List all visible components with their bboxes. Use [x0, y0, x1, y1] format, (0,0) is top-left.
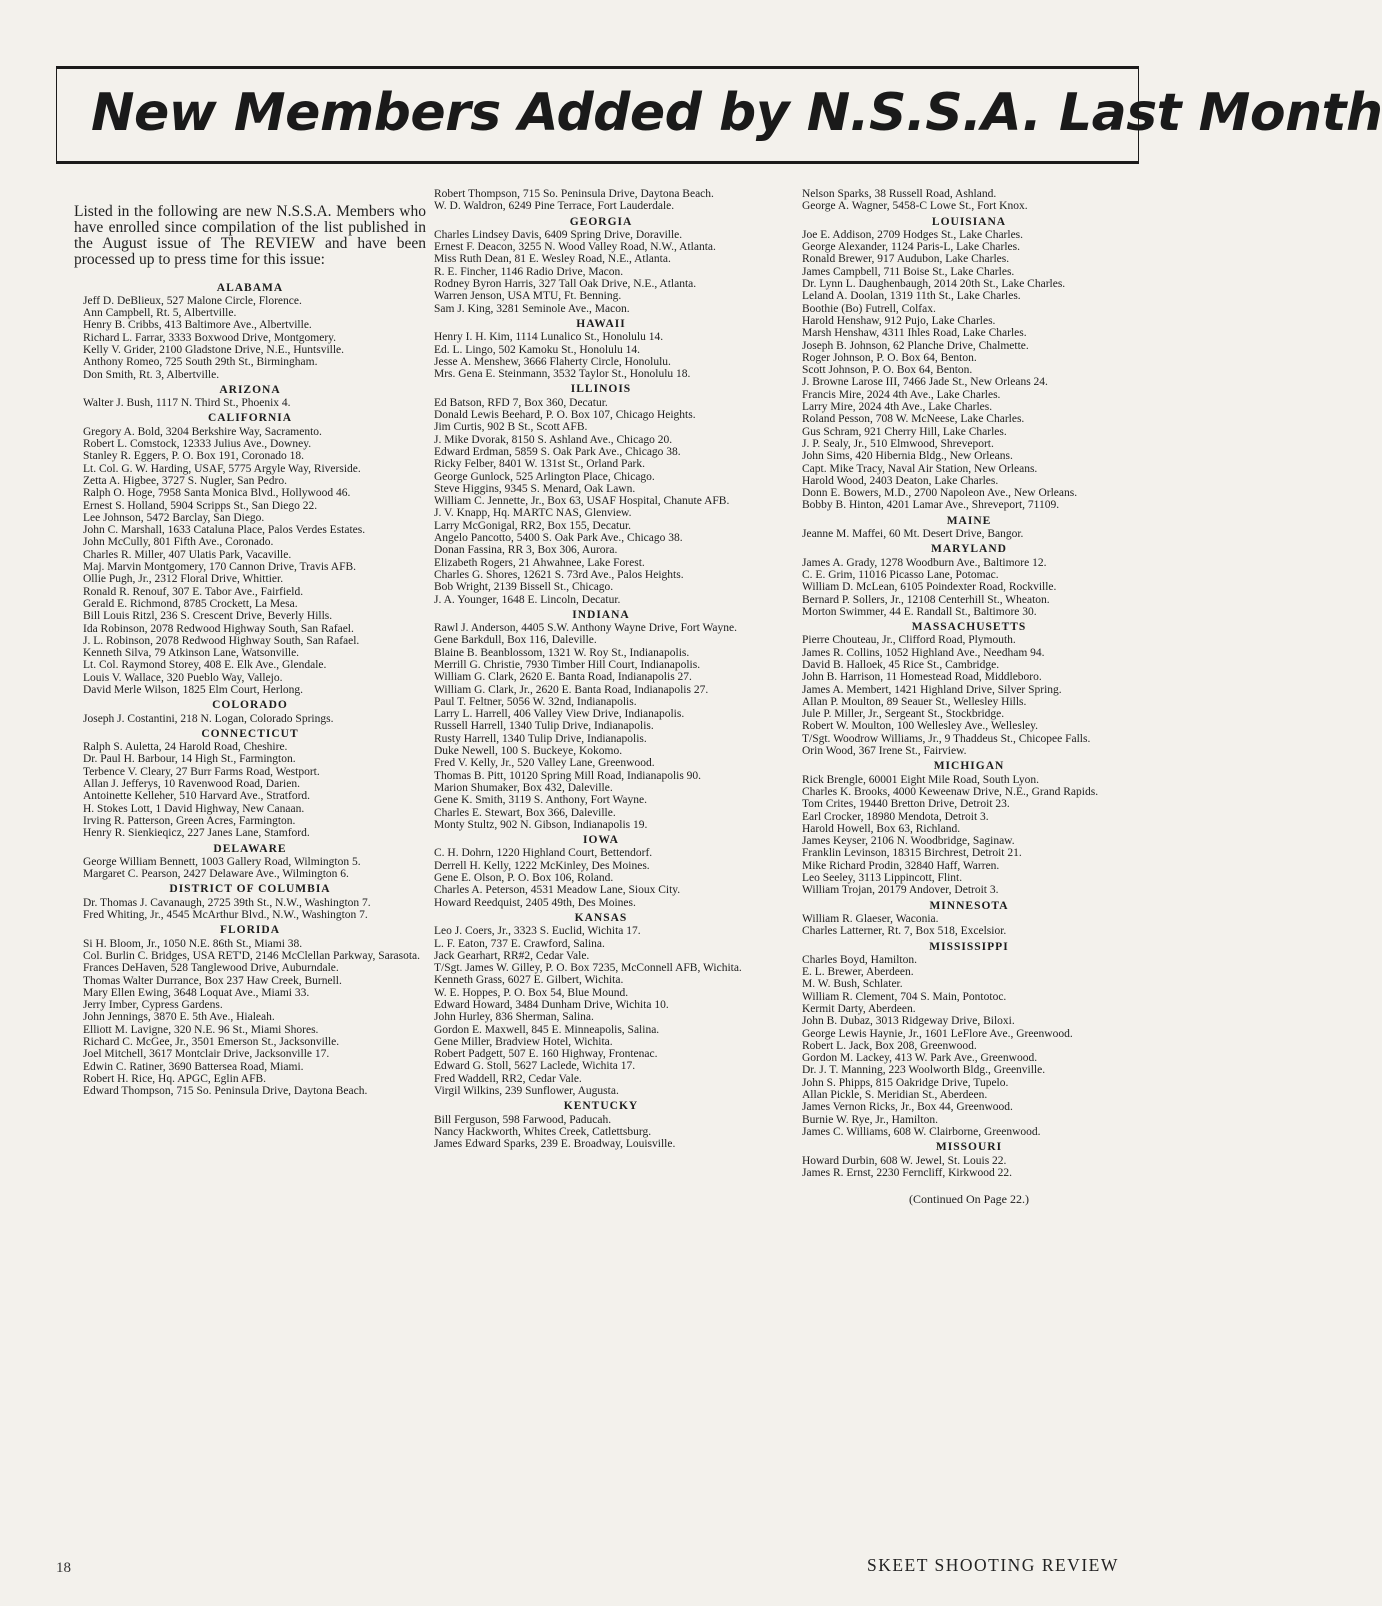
member-entry: Lt. Col. G. W. Harding, USAF, 5775 Argyle Way, Riverside.: [83, 462, 361, 475]
state-heading: MASSACHUSETTS: [911, 621, 1027, 634]
member-entry: Kenneth Silva, 79 Atkinson Lane, Watsonville.: [83, 647, 300, 660]
member-entry: Lee Johnson, 5472 Barclay, San Diego.: [83, 511, 265, 524]
member-entry: William G. Clark, Jr., 2620 E. Banta Road, Indianapolis 27.: [434, 683, 709, 696]
member-entry: William D. McLean, 6105 Poindexter Road, Rockville.: [802, 581, 1057, 594]
member-entry: Irving R. Patterson, Green Acres, Farmington.: [83, 814, 296, 827]
member-entry: Howard Durbin, 608 W. Jewel, St. Louis 22.: [802, 1154, 1007, 1167]
state-heading: GEORGIA: [569, 215, 633, 228]
member-entry: W. D. Waldron, 6249 Pine Terrace, Fort Lauderdale.: [434, 200, 675, 213]
member-entry: Jesse A. Menshew, 3666 Flaherty Circle, Honolulu.: [434, 355, 671, 368]
member-entry: Gus Schram, 921 Cherry Hill, Lake Charles.: [802, 425, 1007, 438]
member-entry: J. P. Sealy, Jr., 510 Elmwood, Shreveport.: [802, 437, 994, 450]
member-entry: Richard C. McGee, Jr., 3501 Emerson St., Jacksonville.: [83, 1036, 340, 1049]
member-entry: Elizabeth Rogers, 21 Ahwahnee, Lake Forest.: [434, 556, 645, 569]
member-entry: J. V. Knapp, Hq. MARTC NAS, Glenview.: [434, 507, 632, 520]
member-entry: David Merle Wilson, 1825 Elm Court, Herlong.: [83, 684, 304, 696]
member-entry: Maj. Marvin Montgomery, 170 Cannon Drive, Travis AFB.: [83, 561, 357, 574]
member-entry: Bernard P. Sollers, Jr., 12108 Centerhill St., Wheaton.: [802, 593, 1050, 606]
member-entry: John C. Marshall, 1633 Cataluna Place, Palos Verdes Estates.: [83, 524, 366, 537]
member-entry: Don Smith, Rt. 3, Albertville.: [83, 368, 220, 381]
state-heading: MISSISSIPPI: [929, 940, 1009, 953]
member-entry: Lt. Col. Raymond Storey, 408 E. Elk Ave., Glendale.: [83, 659, 327, 672]
member-entry: Boothie (Bo) Futrell, Colfax.: [802, 302, 936, 315]
member-entry: C. E. Grim, 11016 Picasso Lane, Potomac.: [802, 568, 999, 581]
member-entry: John Jennings, 3870 E. 5th Ave., Hialeah.: [83, 1011, 275, 1024]
member-entry: Edward Howard, 3484 Dunham Drive, Wichita 10.: [434, 999, 669, 1011]
member-entry: Mrs. Gena E. Steinmann, 3532 Taylor St., Honolulu 18.: [434, 368, 691, 381]
member-entry: Franklin Levinson, 18315 Birchrest, Detroit 21.: [802, 847, 1022, 860]
member-entry: Rawl J. Anderson, 4405 S.W. Anthony Wayne Drive, Fort Wayne.: [434, 622, 737, 635]
member-entry: Gregory A. Bold, 3204 Berkshire Way, Sacramento.: [83, 425, 322, 438]
member-entry: Sam J. King, 3281 Seminole Ave., Macon.: [434, 302, 630, 315]
member-entry: Capt. Mike Tracy, Naval Air Station, New Orleans.: [802, 462, 1038, 475]
page-number: 18: [56, 1560, 71, 1576]
member-entry: Nelson Sparks, 38 Russell Road, Ashland.: [802, 188, 997, 200]
member-entry: M. W. Bush, Schlater.: [802, 978, 903, 991]
state-heading: LOUISIANA: [931, 215, 1007, 228]
member-entry: L. F. Eaton, 737 E. Crawford, Salina.: [434, 937, 605, 950]
member-entry: Charles G. Shores, 12621 S. 73rd Ave., Palos Heights.: [434, 568, 684, 581]
member-entry: Duke Newell, 100 S. Buckeye, Kokomo.: [434, 745, 623, 758]
column-1: [74, 188, 426, 1098]
member-entry: Gordon E. Maxwell, 845 E. Minneapolis, Salina.: [434, 1023, 660, 1036]
member-entry: Joe E. Addison, 2709 Hodges St., Lake Charles.: [802, 228, 1024, 241]
state-heading: CONNECTICUT: [201, 727, 299, 740]
member-entry: James C. Williams, 608 W. Clairborne, Greenwood.: [802, 1125, 1041, 1138]
member-entry: Allan Pickle, S. Meridian St., Aberdeen.: [802, 1089, 988, 1102]
state-heading: HAWAII: [576, 317, 626, 330]
member-entry: Blaine B. Beanblossom, 1321 W. Roy St., Indianapolis.: [434, 646, 690, 659]
member-entry: Mike Richard Prodin, 32840 Haff, Warren.: [802, 859, 1000, 872]
member-entry: Jule P. Miller, Jr., Sergeant St., Stockbridge.: [802, 708, 1005, 721]
member-entry: Marsh Henshaw, 4311 Ihles Road, Lake Charles.: [802, 327, 1027, 340]
member-entry: C. H. Dohrn, 1220 Highland Court, Bettendorf.: [434, 847, 653, 860]
member-entry: Jeff D. DeBlieux, 527 Malone Circle, Florence.: [83, 294, 302, 307]
member-entry: Fred Waddell, RR2, Cedar Vale.: [434, 1072, 582, 1085]
member-entry: John Hurley, 836 Sherman, Salina.: [434, 1011, 594, 1024]
member-entry: Charles E. Stewart, Box 366, Daleville.: [434, 806, 616, 819]
member-entry: John Sims, 420 Hibernia Bldg., New Orleans.: [802, 450, 1013, 463]
state-heading: MAINE: [946, 514, 992, 527]
member-entry: Leo J. Coers, Jr., 3323 S. Euclid, Wichita 17.: [434, 925, 641, 938]
member-entry: Charles A. Peterson, 4531 Meadow Lane, Sioux City.: [434, 884, 681, 897]
member-entry: Zetta A. Higbee, 3727 S. Nugler, San Pedro.: [83, 474, 287, 487]
member-entry: William C. Jennette, Jr., Box 63, USAF Hospital, Chanute AFB.: [434, 495, 730, 508]
member-entry: Ed. L. Lingo, 502 Kamoku St., Honolulu 14.: [434, 343, 641, 356]
title-box: [56, 66, 1382, 164]
state-heading: INDIANA: [572, 608, 630, 621]
member-entry: Allan J. Jefferys, 10 Ravenwood Road, Darien.: [83, 778, 300, 791]
member-entry: Edwin C. Ratiner, 3690 Battersea Road, Miami.: [83, 1060, 304, 1073]
member-entry: Warren Jenson, USA MTU, Ft. Benning.: [434, 290, 622, 303]
member-entry: Robert L. Jack, Box 208, Greenwood.: [802, 1039, 977, 1052]
member-entry: Walter J. Bush, 1117 N. Third St., Phoenix 4.: [83, 397, 291, 410]
member-entry: Monty Stultz, 902 N. Gibson, Indianapolis 19.: [434, 818, 648, 831]
member-entry: Ricky Felber, 8401 W. 131st St., Orland Park.: [434, 458, 646, 471]
member-entry: Ralph O. Hoge, 7958 Santa Monica Blvd., Hollywood 46.: [83, 487, 351, 500]
member-entry: Jeanne M. Maffei, 60 Mt. Desert Drive, Bangor.: [802, 528, 1024, 541]
member-entry: Gene E. Olson, P. O. Box 106, Roland.: [434, 872, 614, 885]
member-entry: Leo Seeley, 3113 Lippincott, Flint.: [802, 872, 963, 885]
state-heading: DISTRICT OF COLUMBIA: [169, 883, 331, 896]
member-entry: John S. Phipps, 815 Oakridge Drive, Tupelo.: [802, 1076, 1009, 1089]
member-entry: Gene Miller, Bradview Hotel, Wichita.: [434, 1035, 613, 1048]
member-entry: Joseph J. Costantini, 218 N. Logan, Colorado Springs.: [83, 712, 334, 725]
member-entry: Steve Higgins, 9345 S. Menard, Oak Lawn.: [434, 482, 636, 495]
member-entry: Mary Ellen Ewing, 3648 Loquat Ave., Miami 33.: [83, 986, 310, 999]
member-entry: J. Mike Dvorak, 8150 S. Ashland Ave., Chicago 20.: [434, 433, 673, 446]
member-entry: Charles Boyd, Hamilton.: [802, 953, 917, 966]
member-entry: James Keyser, 2106 N. Woodbridge, Saginaw.: [802, 835, 1015, 848]
member-entry: Col. Burlin C. Bridges, USA RET'D, 2146 McClellan Parkway, Sarasota.: [83, 949, 421, 962]
member-entry: George Alexander, 1124 Paris-L, Lake Charles.: [802, 241, 1020, 254]
member-entry: Miss Ruth Dean, 81 E. Wesley Road, N.E., Atlanta.: [434, 253, 671, 266]
member-entry: J. L. Robinson, 2078 Redwood Highway South, San Rafael.: [83, 634, 360, 647]
state-heading: FLORIDA: [219, 924, 281, 937]
member-entry: Dr. J. T. Manning, 223 Woolworth Bldg., Greenville.: [802, 1064, 1046, 1077]
member-entry: Robert L. Comstock, 12333 Julius Ave., Downey.: [83, 438, 312, 451]
state-heading: IOWA: [583, 834, 619, 847]
column-2: [425, 188, 777, 1151]
member-entry: Bill Louis Ritzl, 236 S. Crescent Drive, Beverly Hills.: [83, 610, 333, 623]
state-heading: KENTUCKY: [563, 1100, 639, 1113]
member-entry: George Lewis Haynie, Jr., 1601 LeFlore Ave., Greenwood.: [802, 1027, 1073, 1040]
member-entry: E. L. Brewer, Aberdeen.: [802, 966, 914, 979]
member-entry: Anthony Romeo, 725 South 29th St., Birmingham.: [83, 356, 318, 369]
member-entry: Francis Mire, 2024 4th Ave., Lake Charles.: [802, 388, 1001, 401]
member-entry: Jerry Imber, Cypress Gardens.: [83, 999, 223, 1012]
state-heading: ILLINOIS: [570, 383, 632, 396]
member-entry: W. E. Hoppes, P. O. Box 54, Blue Mound.: [434, 986, 629, 999]
member-entry: Donald Lewis Beehard, P. O. Box 107, Chicago Heights.: [434, 409, 696, 422]
member-entry: Gene K. Smith, 3119 S. Anthony, Fort Wayne.: [434, 794, 647, 807]
member-entry: Ernest F. Deacon, 3255 N. Wood Valley Road, N.W., Atlanta.: [434, 241, 716, 254]
member-entry: James R. Ernst, 2230 Ferncliff, Kirkwood 22.: [802, 1166, 1012, 1179]
member-entry: Orin Wood, 367 Irene St., Fairview.: [802, 745, 967, 758]
member-entry: Bobby B. Hinton, 4201 Lamar Ave., Shreveport, 71109.: [802, 499, 1060, 512]
member-entry: Ollie Pugh, Jr., 2312 Floral Drive, Whittier.: [83, 573, 284, 586]
member-entry: George William Bennett, 1003 Gallery Road, Wilmington 5.: [83, 855, 361, 868]
member-entry: Charles Lindsey Davis, 6409 Spring Drive, Doraville.: [434, 228, 683, 241]
member-entry: Harold Wood, 2403 Deaton, Lake Charles.: [802, 474, 999, 487]
member-entry: Charles Latterner, Rt. 7, Box 518, Excelsior.: [802, 925, 1007, 938]
member-entry: Charles R. Miller, 407 Ulatis Park, Vacaville.: [83, 548, 292, 561]
member-entry: Gerald E. Richmond, 8785 Crockett, La Mesa.: [83, 597, 298, 610]
member-entry: James Campbell, 711 Boise St., Lake Charles.: [802, 265, 1015, 278]
member-entry: Burnie W. Rye, Jr., Hamilton.: [802, 1113, 938, 1126]
member-entry: Virgil Wilkins, 239 Sunflower, Augusta.: [434, 1085, 619, 1098]
member-entry: Ronald R. Renouf, 307 E. Tabor Ave., Fairfield.: [83, 585, 304, 598]
member-entry: James R. Collins, 1052 Highland Ave., Needham 94.: [802, 646, 1045, 659]
member-entry: Edward G. Stoll, 5627 Laclede, Wichita 17.: [434, 1060, 636, 1073]
member-entry: Merrill G. Christie, 7930 Timber Hill Court, Indianapolis.: [434, 658, 701, 671]
member-entry: Robert Padgett, 507 E. 160 Highway, Frontenac.: [434, 1048, 658, 1061]
member-entry: Gordon M. Lackey, 413 W. Park Ave., Greenwood.: [802, 1052, 1038, 1065]
member-entry: James A. Membert, 1421 Highland Drive, Silver Spring.: [802, 683, 1062, 696]
member-entry: Richard L. Farrar, 3333 Boxwood Drive, Montgomery.: [83, 331, 337, 344]
member-entry: Howard Reedquist, 2405 49th, Des Moines.: [434, 896, 636, 909]
member-entry: Morton Swimmer, 44 E. Randall St., Baltimore 30.: [802, 605, 1037, 618]
member-entry: James Edward Sparks, 239 E. Broadway, Louisville.: [434, 1138, 676, 1151]
member-entry: Robert Thompson, 715 So. Peninsula Drive, Daytona Beach.: [434, 188, 714, 200]
member-entry: H. Stokes Lott, 1 David Highway, New Canaan.: [83, 802, 305, 815]
member-entry: Henry B. Cribbs, 413 Baltimore Ave., Albertville.: [83, 319, 312, 332]
member-entry: Scott Johnson, P. O. Box 64, Benton.: [802, 364, 973, 377]
member-entry: Jack Gearhart, RR#2, Cedar Vale.: [434, 949, 590, 962]
member-entry: Dr. Paul H. Barbour, 14 High St., Farmington.: [83, 753, 296, 766]
member-entry: Robert H. Rice, Hq. APGC, Eglin AFB.: [83, 1072, 267, 1085]
member-entry: Charles K. Brooks, 4000 Keweenaw Drive, N.E., Grand Rapids.: [802, 785, 1099, 798]
state-heading: MISSOURI: [935, 1141, 1003, 1154]
member-entry: Donn E. Bowers, M.D., 2700 Napoleon Ave., New Orleans.: [802, 487, 1078, 500]
member-entry: Ann Campbell, Rt. 5, Albertville.: [83, 307, 237, 320]
member-entry: T/Sgt. Woodrow Williams, Jr., 9 Thaddeus St., Chicopee Falls.: [802, 732, 1091, 745]
member-entry: Harold Henshaw, 912 Pujo, Lake Charles.: [802, 314, 996, 327]
member-entry: Rodney Byron Harris, 327 Tall Oak Drive, N.E., Atlanta.: [434, 278, 697, 291]
page-title: New Members Added by N.S.S.A. Last Month: [91, 83, 1382, 143]
member-entry: Ralph S. Auletta, 24 Harold Road, Cheshire.: [83, 741, 288, 754]
member-entry: Joseph B. Johnson, 62 Planche Drive, Chalmette.: [802, 339, 1029, 352]
member-entry: R. E. Fincher, 1146 Radio Drive, Macon.: [434, 265, 624, 278]
state-heading: MICHIGAN: [933, 760, 1005, 773]
intro-paragraph: Listed in the following are new N.S.S.A. Members who have enrolled since compilation of the list published in the August issue of The REVIEW and have been processed up to press time for this issue:: [74, 202, 426, 268]
state-heading: ALABAMA: [216, 281, 284, 294]
member-entry: Angelo Pancotto, 5400 S. Oak Park Ave., Chicago 38.: [434, 532, 683, 545]
member-entry: Margaret C. Pearson, 2427 Delaware Ave., Wilmington 6.: [83, 868, 349, 881]
member-entry: John B. Dubaz, 3013 Ridgeway Drive, Biloxi.: [802, 1015, 1015, 1028]
member-entry: Edward Thompson, 715 So. Peninsula Drive, Daytona Beach.: [83, 1085, 368, 1098]
member-entry: Ernest S. Holland, 5904 Scripps St., San Diego 22.: [83, 499, 318, 512]
member-entry: Dr. Thomas J. Cavanaugh, 2725 39th St., N.W., Washington 7.: [83, 896, 371, 909]
member-entry: Marion Shumaker, Box 432, Daleville.: [434, 781, 613, 794]
member-entry: Pierre Chouteau, Jr., Clifford Road, Plymouth.: [802, 634, 1016, 647]
member-entry: Henry I. H. Kim, 1114 Lunalico St., Honolulu 14.: [434, 331, 664, 344]
member-entry: Joel Mitchell, 3617 Montclair Drive, Jacksonville 17.: [83, 1048, 330, 1061]
member-entry: J. A. Younger, 1648 E. Lincoln, Decatur.: [434, 593, 621, 606]
member-entry: Rusty Harrell, 1340 Tulip Drive, Indianapolis.: [434, 732, 647, 745]
member-entry: Frances DeHaven, 528 Tanglewood Drive, Auburndale.: [83, 962, 339, 975]
member-entry: Allan P. Moulton, 89 Seauer St., Wellesley Hills.: [802, 695, 1027, 708]
member-entry: Paul T. Feltner, 5056 W. 32nd, Indianapolis.: [434, 695, 637, 708]
magazine-name: SKEET SHOOTING REVIEW: [867, 1555, 1119, 1575]
member-entry: Fred V. Kelly, Jr., 520 Valley Lane, Greenwood.: [434, 757, 655, 770]
member-entry: Tom Crites, 19440 Bretton Drive, Detroit 23.: [802, 798, 1010, 811]
member-entry: Derrell H. Kelly, 1222 McKinley, Des Moines.: [434, 859, 650, 872]
member-entry: Edward Erdman, 5859 S. Oak Park Ave., Chicago 38.: [434, 445, 681, 458]
state-heading: MINNESOTA: [929, 899, 1009, 912]
member-entry: Larry Mire, 2024 4th Ave., Lake Charles.: [802, 401, 993, 414]
state-heading: MARYLAND: [931, 543, 1007, 556]
member-entry: Nancy Hackworth, Whites Creek, Catlettsburg.: [434, 1125, 652, 1138]
member-entry: Roland Pesson, 708 W. McNeese, Lake Charles.: [802, 413, 1025, 426]
member-entry: Bob Wright, 2139 Bissell St., Chicago.: [434, 581, 614, 594]
member-entry: James A. Grady, 1278 Woodburn Ave., Baltimore 12.: [802, 556, 1047, 569]
member-entry: William G. Clark, 2620 E. Banta Road, Indianapolis 27.: [434, 671, 692, 684]
member-entry: Roger Johnson, P. O. Box 64, Benton.: [802, 351, 977, 364]
member-entry: Fred Whiting, Jr., 4545 McArthur Blvd., N.W., Washington 7.: [83, 909, 368, 922]
member-entry: Elliott M. Lavigne, 320 N.E. 96 St., Miami Shores.: [83, 1023, 319, 1036]
state-heading: COLORADO: [212, 699, 288, 712]
member-entry: T/Sgt. James W. Gilley, P. O. Box 7235, McConnell AFB, Wichita.: [434, 962, 742, 975]
member-entry: David B. Halloek, 45 Rice St., Cambridge.: [802, 658, 1000, 671]
member-entry: Si H. Bloom, Jr., 1050 N.E. 86th St., Miami 38.: [83, 937, 303, 950]
member-entry: Kelly V. Grider, 2100 Gladstone Drive, N.E., Huntsville.: [83, 343, 345, 356]
member-entry: Thomas B. Pitt, 10120 Spring Mill Road, Indianapolis 90.: [434, 769, 702, 782]
member-entry: Terbence V. Cleary, 27 Burr Farms Road, Westport.: [83, 765, 320, 778]
member-entry: Henry R. Sienkieqicz, 227 Janes Lane, Stamford.: [83, 827, 310, 840]
member-entry: Rick Brengle, 60001 Eight Mile Road, South Lyon.: [802, 773, 1040, 786]
member-entry: William R. Glaeser, Waconia.: [802, 912, 939, 925]
member-entry: Ronald Brewer, 917 Audubon, Lake Charles.: [802, 253, 1010, 266]
continued-note: (Continued On Page 22.): [909, 1192, 1029, 1207]
member-entry: Ed Batson, RFD 7, Box 360, Decatur.: [434, 396, 608, 409]
state-heading: ARIZONA: [219, 383, 281, 396]
member-entry: Bill Ferguson, 598 Farwood, Paducah.: [434, 1113, 612, 1126]
member-entry: Dr. Lynn L. Daughenbaugh, 2014 20th St., Lake Charles.: [802, 278, 1066, 291]
state-heading: CALIFORNIA: [207, 412, 293, 425]
member-entry: Robert W. Moulton, 100 Wellesley Ave., Wellesley.: [802, 720, 1039, 733]
member-entry: Thomas Walter Durrance, Box 237 Haw Creek, Burnell.: [83, 974, 342, 987]
member-entry: Gene Barkdull, Box 116, Daleville.: [434, 634, 597, 647]
member-entry: Harold Howell, Box 63, Richland.: [802, 822, 961, 835]
member-entry: Jim Curtis, 902 B St., Scott AFB.: [434, 421, 588, 434]
member-entry: James Vernon Ricks, Jr., Box 44, Greenwood.: [802, 1101, 1013, 1114]
member-entry: Louis V. Wallace, 320 Pueblo Way, Vallejo.: [83, 671, 283, 684]
member-entry: John McCully, 801 Fifth Ave., Coronado.: [83, 536, 274, 549]
state-heading: DELAWARE: [213, 842, 287, 855]
member-entry: Antoinette Kelleher, 510 Harvard Ave., Stratford.: [83, 790, 311, 803]
member-entry: Larry L. Harrell, 406 Valley View Drive, Indianapolis.: [434, 708, 685, 721]
member-entry: William R. Clement, 704 S. Main, Pontotoc.: [802, 990, 1007, 1003]
member-entry: Kermit Darty, Aberdeen.: [802, 1003, 916, 1015]
member-entry: Ida Robinson, 2078 Redwood Highway South, San Rafael.: [83, 622, 354, 635]
member-entry: Larry McGonigal, RR2, Box 155, Decatur.: [434, 519, 632, 532]
member-entry: Leland A. Doolan, 1319 11th St., Lake Charles.: [802, 290, 1021, 303]
member-entry: George Gunlock, 525 Arlington Place, Chicago.: [434, 470, 655, 483]
state-heading: KANSAS: [574, 911, 628, 924]
member-entry: Russell Harrell, 1340 Tulip Drive, Indianapolis.: [434, 720, 654, 733]
member-entry: Stanley R. Eggers, P. O. Box 191, Coronado 18.: [83, 450, 305, 463]
column-3: [793, 188, 1145, 1205]
member-entry: Kenneth Grass, 6027 E. Gilbert, Wichita.: [434, 974, 624, 987]
member-entry: William Trojan, 20179 Andover, Detroit 3.: [802, 884, 999, 897]
member-entry: J. Browne Larose III, 7466 Jade St., New Orleans 24.: [802, 376, 1048, 389]
member-entry: Earl Crocker, 18980 Mendota, Detroit 3.: [802, 810, 989, 823]
member-entry: John B. Harrison, 11 Homestead Road, Middleboro.: [802, 671, 1042, 684]
member-entry: George A. Wagner, 5458-C Lowe St., Fort Knox.: [802, 200, 1028, 213]
member-entry: Donan Fassina, RR 3, Box 306, Aurora.: [434, 544, 618, 557]
